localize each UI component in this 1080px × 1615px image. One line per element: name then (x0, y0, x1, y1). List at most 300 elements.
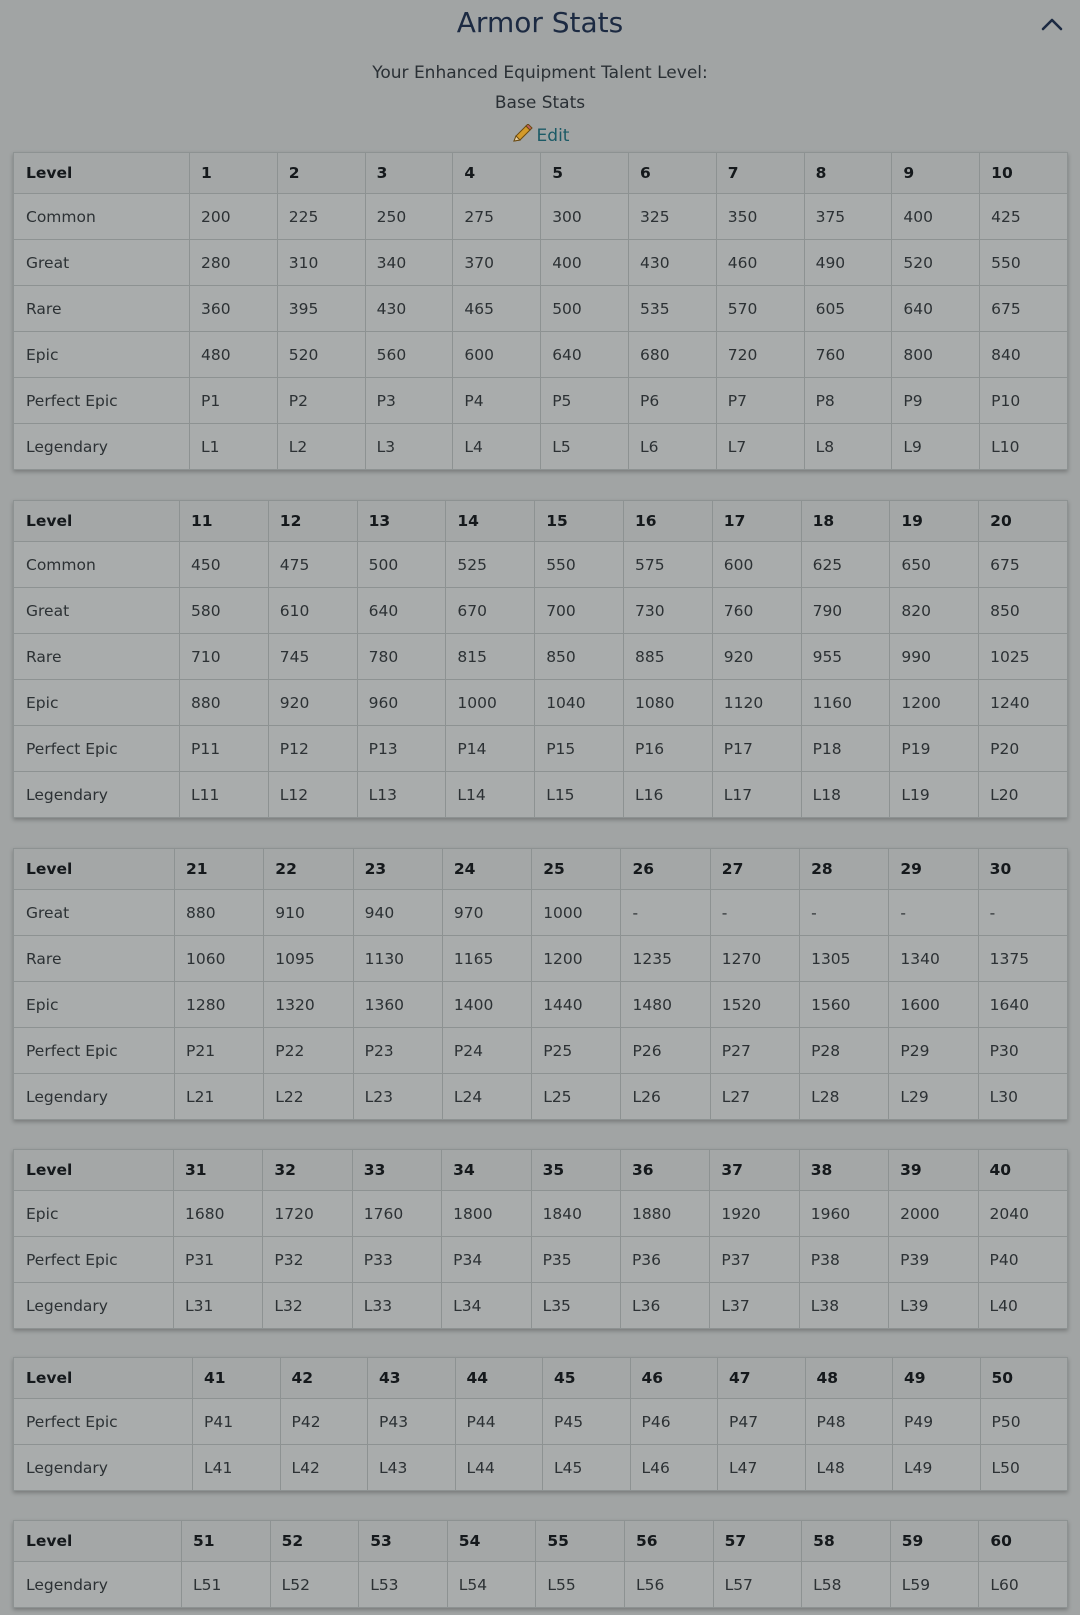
rarity-label: Great (14, 588, 180, 634)
stat-cell: 640 (357, 588, 446, 634)
stat-cell: P49 (893, 1399, 981, 1445)
level-column-header: 41 (193, 1358, 281, 1399)
stat-cell: L56 (624, 1562, 713, 1608)
stat-cell: L6 (628, 424, 716, 470)
stat-cell: 310 (277, 240, 365, 286)
stat-cell: L26 (621, 1074, 710, 1120)
level-column-header: 46 (630, 1358, 718, 1399)
rarity-label: Epic (14, 332, 190, 378)
table-row (14, 424, 1068, 470)
stat-cell: L59 (890, 1562, 979, 1608)
stat-cell: P42 (280, 1399, 368, 1445)
stats-table (13, 1520, 1068, 1608)
table-row (14, 240, 1068, 286)
pencil-icon (511, 124, 533, 144)
stat-cell: 490 (804, 240, 892, 286)
stat-cell: P26 (621, 1028, 710, 1074)
rarity-label: Legendary (14, 1562, 182, 1608)
table-row (14, 634, 1068, 680)
stat-cell: 1000 (446, 680, 535, 726)
stat-cell: L49 (893, 1445, 981, 1491)
stat-cell: 880 (180, 680, 269, 726)
level-column-header: 2 (277, 153, 365, 194)
stat-cell: - (621, 890, 710, 936)
level-column-header: 24 (442, 849, 531, 890)
level-column-header: 60 (979, 1521, 1068, 1562)
stat-cell: P32 (263, 1237, 352, 1283)
stat-cell: P37 (710, 1237, 799, 1283)
level-column-header: 58 (802, 1521, 891, 1562)
level-header: Level (14, 501, 180, 542)
stat-cell: L5 (541, 424, 629, 470)
edit-button[interactable] (0, 124, 1080, 146)
level-column-header: 31 (174, 1150, 263, 1191)
level-column-header: 35 (531, 1150, 620, 1191)
stat-cell: 1320 (264, 982, 353, 1028)
stat-cell: 560 (365, 332, 453, 378)
stat-cell: P40 (978, 1237, 1067, 1283)
table-header-row (14, 1521, 1068, 1562)
rarity-label: Legendary (14, 1445, 193, 1491)
stat-cell: P5 (541, 378, 629, 424)
stat-cell: 225 (277, 194, 365, 240)
table-row (14, 1283, 1068, 1329)
stat-cell: 790 (801, 588, 890, 634)
levels-table (13, 1357, 1068, 1491)
table-row (14, 1445, 1068, 1491)
levels-table (13, 1520, 1068, 1608)
stat-cell: L22 (264, 1074, 353, 1120)
section-header (0, 0, 1080, 50)
stat-cell: P50 (980, 1399, 1068, 1445)
level-column-header: 37 (710, 1150, 799, 1191)
level-column-header: 15 (535, 501, 624, 542)
stat-cell: 675 (980, 286, 1068, 332)
level-column-header: 55 (536, 1521, 625, 1562)
stats-table (13, 848, 1068, 1120)
stat-cell: 300 (541, 194, 629, 240)
levels-table (13, 1149, 1068, 1329)
stat-cell: 815 (446, 634, 535, 680)
level-column-header: 53 (359, 1521, 448, 1562)
stat-cell: 760 (804, 332, 892, 378)
stat-cell: P36 (620, 1237, 709, 1283)
level-column-header: 18 (801, 501, 890, 542)
level-column-header: 1 (190, 153, 278, 194)
stat-cell: 375 (804, 194, 892, 240)
rarity-label: Legendary (14, 772, 180, 818)
level-column-header: 7 (716, 153, 804, 194)
stat-cell: 1095 (264, 936, 353, 982)
level-column-header: 29 (889, 849, 978, 890)
stat-cell: L1 (190, 424, 278, 470)
stat-cell: L43 (368, 1445, 456, 1491)
stats-table (13, 500, 1068, 818)
levels-table (13, 500, 1068, 818)
stat-cell: 640 (892, 286, 980, 332)
table-row (14, 1237, 1068, 1283)
table-header-row (14, 849, 1068, 890)
stat-cell: P44 (455, 1399, 543, 1445)
stat-cell: P46 (630, 1399, 718, 1445)
level-column-header: 20 (979, 501, 1068, 542)
table-header-row (14, 153, 1068, 194)
stat-cell: P31 (174, 1237, 263, 1283)
table-row (14, 936, 1068, 982)
stat-cell: P4 (453, 378, 541, 424)
stat-cell: L7 (716, 424, 804, 470)
stat-cell: 850 (535, 634, 624, 680)
stat-cell: L38 (799, 1283, 888, 1329)
chevron-up-icon[interactable] (1038, 12, 1066, 36)
rarity-label: Perfect Epic (14, 726, 180, 772)
level-column-header: 36 (620, 1150, 709, 1191)
level-column-header: 33 (352, 1150, 441, 1191)
level-column-header: 39 (889, 1150, 978, 1191)
stat-cell: P19 (890, 726, 979, 772)
stat-cell: P30 (978, 1028, 1067, 1074)
stat-cell: 1160 (801, 680, 890, 726)
level-column-header: 59 (890, 1521, 979, 1562)
rarity-label: Common (14, 542, 180, 588)
table-header-row (14, 1150, 1068, 1191)
level-column-header: 42 (280, 1358, 368, 1399)
stat-cell: 1960 (799, 1191, 888, 1237)
stat-cell: 430 (365, 286, 453, 332)
stat-cell: L46 (630, 1445, 718, 1491)
stat-cell: 395 (277, 286, 365, 332)
table-row (14, 772, 1068, 818)
stat-cell: L33 (352, 1283, 441, 1329)
level-column-header: 22 (264, 849, 353, 890)
stat-cell: 1680 (174, 1191, 263, 1237)
stat-cell: 1600 (889, 982, 978, 1028)
stat-cell: 570 (716, 286, 804, 332)
stat-cell: 1235 (621, 936, 710, 982)
stat-cell: P1 (190, 378, 278, 424)
stat-cell: P24 (442, 1028, 531, 1074)
stat-cell: L47 (718, 1445, 806, 1491)
level-column-header: 21 (175, 849, 264, 890)
stat-cell: 550 (535, 542, 624, 588)
stat-cell: L45 (543, 1445, 631, 1491)
stat-cell: 1640 (978, 982, 1067, 1028)
stat-cell: L13 (357, 772, 446, 818)
stat-cell: P14 (446, 726, 535, 772)
stat-cell: L16 (623, 772, 712, 818)
stat-cell: 520 (277, 332, 365, 378)
level-column-header: 50 (980, 1358, 1068, 1399)
stat-cell: 910 (264, 890, 353, 936)
stat-cell: 800 (892, 332, 980, 378)
table-row (14, 378, 1068, 424)
stat-cell: 280 (190, 240, 278, 286)
levels-table (13, 848, 1068, 1120)
stat-cell: P16 (623, 726, 712, 772)
stat-cell: L24 (442, 1074, 531, 1120)
level-column-header: 26 (621, 849, 710, 890)
stat-cell: L54 (447, 1562, 536, 1608)
level-column-header: 27 (710, 849, 799, 890)
stat-cell: 1340 (889, 936, 978, 982)
stat-cell: P47 (718, 1399, 806, 1445)
stat-cell: 340 (365, 240, 453, 286)
level-column-header: 28 (800, 849, 889, 890)
stat-cell: P28 (800, 1028, 889, 1074)
rarity-label: Rare (14, 936, 175, 982)
level-column-header: 9 (892, 153, 980, 194)
rarity-label: Great (14, 240, 190, 286)
stat-cell: L50 (980, 1445, 1068, 1491)
level-column-header: 12 (268, 501, 357, 542)
stat-cell: 450 (180, 542, 269, 588)
stat-cell: 360 (190, 286, 278, 332)
rarity-label: Legendary (14, 424, 190, 470)
stat-cell: 960 (357, 680, 446, 726)
stat-cell: L9 (892, 424, 980, 470)
stat-cell: P22 (264, 1028, 353, 1074)
stat-cell: 1920 (710, 1191, 799, 1237)
stat-cell: 820 (890, 588, 979, 634)
stat-cell: 1840 (531, 1191, 620, 1237)
base-stats-label: Base Stats (494, 93, 586, 113)
stat-cell: P20 (979, 726, 1068, 772)
stat-cell: L57 (713, 1562, 802, 1608)
level-column-header: 10 (980, 153, 1068, 194)
edit-link-label[interactable]: Edit (536, 126, 570, 146)
level-header: Level (14, 849, 175, 890)
stat-cell: L3 (365, 424, 453, 470)
stat-cell: P9 (892, 378, 980, 424)
stat-cell: L23 (353, 1074, 442, 1120)
level-column-header: 45 (543, 1358, 631, 1399)
rarity-label: Epic (14, 982, 175, 1028)
level-column-header: 34 (442, 1150, 531, 1191)
level-column-header: 19 (890, 501, 979, 542)
table-row (14, 726, 1068, 772)
stat-cell: 650 (890, 542, 979, 588)
stats-table (13, 1149, 1068, 1329)
stat-cell: L36 (620, 1283, 709, 1329)
stat-cell: 1120 (712, 680, 801, 726)
stat-cell: 275 (453, 194, 541, 240)
table-row (14, 982, 1068, 1028)
stat-cell: 605 (804, 286, 892, 332)
stat-cell: P7 (716, 378, 804, 424)
stat-cell: L60 (979, 1562, 1068, 1608)
stat-cell: 1720 (263, 1191, 352, 1237)
rarity-label: Common (14, 194, 190, 240)
stat-cell: L17 (712, 772, 801, 818)
stat-cell: - (889, 890, 978, 936)
stat-cell: L15 (535, 772, 624, 818)
stat-cell: L8 (804, 424, 892, 470)
stat-cell: 1800 (442, 1191, 531, 1237)
level-column-header: 8 (804, 153, 892, 194)
stat-cell: 580 (180, 588, 269, 634)
stat-cell: - (710, 890, 799, 936)
stat-cell: 730 (623, 588, 712, 634)
stat-cell: 920 (268, 680, 357, 726)
stat-cell: 1060 (175, 936, 264, 982)
stat-cell: 955 (801, 634, 890, 680)
stat-cell: 1000 (532, 890, 621, 936)
stat-cell: P15 (535, 726, 624, 772)
levels-table (13, 152, 1068, 470)
table-header-row (14, 1358, 1068, 1399)
stat-cell: - (800, 890, 889, 936)
table-row (14, 194, 1068, 240)
table-row (14, 1074, 1068, 1120)
stat-cell: 600 (712, 542, 801, 588)
stat-cell: 670 (446, 588, 535, 634)
level-column-header: 48 (805, 1358, 893, 1399)
stat-cell: 535 (628, 286, 716, 332)
stats-table (13, 152, 1068, 470)
stat-cell: P33 (352, 1237, 441, 1283)
level-header: Level (14, 1521, 182, 1562)
stat-cell: L48 (805, 1445, 893, 1491)
stat-cell: 1360 (353, 982, 442, 1028)
table-row (14, 588, 1068, 634)
level-column-header: 14 (446, 501, 535, 542)
stat-cell: L29 (889, 1074, 978, 1120)
stat-cell: 1305 (800, 936, 889, 982)
stat-cell: L55 (536, 1562, 625, 1608)
stat-cell: 400 (892, 194, 980, 240)
stat-cell: L28 (800, 1074, 889, 1120)
stat-cell: 1520 (710, 982, 799, 1028)
stat-cell: 400 (541, 240, 629, 286)
stat-cell: L18 (801, 772, 890, 818)
stat-cell: P48 (805, 1399, 893, 1445)
stat-cell: L39 (889, 1283, 978, 1329)
stat-cell: L52 (270, 1562, 359, 1608)
stat-cell: 680 (628, 332, 716, 378)
stat-cell: P13 (357, 726, 446, 772)
table-row (14, 1028, 1068, 1074)
stat-cell: 850 (979, 588, 1068, 634)
stat-cell: 200 (190, 194, 278, 240)
level-column-header: 11 (180, 501, 269, 542)
level-column-header: 56 (624, 1521, 713, 1562)
level-column-header: 44 (455, 1358, 543, 1399)
level-header: Level (14, 153, 190, 194)
stat-cell: 1760 (352, 1191, 441, 1237)
stat-cell: P21 (175, 1028, 264, 1074)
stat-cell: P11 (180, 726, 269, 772)
stat-cell: L42 (280, 1445, 368, 1491)
stat-cell: 460 (716, 240, 804, 286)
stat-cell: L27 (710, 1074, 799, 1120)
level-column-header: 54 (447, 1521, 536, 1562)
stat-cell: L2 (277, 424, 365, 470)
level-column-header: 43 (368, 1358, 456, 1399)
stat-cell: 625 (801, 542, 890, 588)
level-column-header: 3 (365, 153, 453, 194)
stat-cell: 520 (892, 240, 980, 286)
stat-cell: 700 (535, 588, 624, 634)
level-column-header: 57 (713, 1521, 802, 1562)
level-column-header: 51 (182, 1521, 271, 1562)
stat-cell: 2000 (889, 1191, 978, 1237)
table-row (14, 542, 1068, 588)
stat-cell: - (978, 890, 1067, 936)
stat-cell: 1280 (175, 982, 264, 1028)
stat-cell: L37 (710, 1283, 799, 1329)
rarity-label: Legendary (14, 1074, 175, 1120)
stat-cell: L58 (802, 1562, 891, 1608)
stat-cell: L12 (268, 772, 357, 818)
stat-cell: 610 (268, 588, 357, 634)
level-column-header: 5 (541, 153, 629, 194)
level-column-header: 23 (353, 849, 442, 890)
stat-cell: L31 (174, 1283, 263, 1329)
stat-cell: P2 (277, 378, 365, 424)
level-column-header: 52 (270, 1521, 359, 1562)
stat-cell: 1560 (800, 982, 889, 1028)
stat-cell: 675 (979, 542, 1068, 588)
stat-cell: P23 (353, 1028, 442, 1074)
stat-cell: P39 (889, 1237, 978, 1283)
stat-cell: 1080 (623, 680, 712, 726)
table-row (14, 680, 1068, 726)
stat-cell: P41 (193, 1399, 281, 1445)
stat-cell: P17 (712, 726, 801, 772)
stat-cell: L41 (193, 1445, 281, 1491)
table-row (14, 332, 1068, 378)
stat-cell: 370 (453, 240, 541, 286)
rarity-label: Perfect Epic (14, 1028, 175, 1074)
level-column-header: 13 (357, 501, 446, 542)
table-row (14, 1191, 1068, 1237)
stat-cell: 480 (190, 332, 278, 378)
stat-cell: P3 (365, 378, 453, 424)
stat-cell: L51 (182, 1562, 271, 1608)
level-column-header: 17 (712, 501, 801, 542)
rarity-label: Perfect Epic (14, 1399, 193, 1445)
stat-cell: L20 (979, 772, 1068, 818)
rarity-label: Epic (14, 1191, 174, 1237)
stat-cell: L19 (890, 772, 979, 818)
stat-cell: 1375 (978, 936, 1067, 982)
stat-cell: 600 (453, 332, 541, 378)
stat-cell: 1130 (353, 936, 442, 982)
stat-cell: L10 (980, 424, 1068, 470)
rarity-label: Rare (14, 634, 180, 680)
stat-cell: P8 (804, 378, 892, 424)
stat-cell: P10 (980, 378, 1068, 424)
level-column-header: 40 (978, 1150, 1067, 1191)
level-column-header: 32 (263, 1150, 352, 1191)
stat-cell: L34 (442, 1283, 531, 1329)
level-column-header: 30 (978, 849, 1067, 890)
stat-cell: 1240 (979, 680, 1068, 726)
stat-cell: 1165 (442, 936, 531, 982)
stat-cell: 1400 (442, 982, 531, 1028)
stat-cell: P18 (801, 726, 890, 772)
stat-cell: P25 (532, 1028, 621, 1074)
page-title: Armor Stats (456, 6, 624, 39)
stat-cell: 475 (268, 542, 357, 588)
level-column-header: 38 (799, 1150, 888, 1191)
stat-cell: P29 (889, 1028, 978, 1074)
stat-cell: L32 (263, 1283, 352, 1329)
rarity-label: Great (14, 890, 175, 936)
stat-cell: P45 (543, 1399, 631, 1445)
stats-table (13, 1357, 1068, 1491)
stat-cell: 780 (357, 634, 446, 680)
